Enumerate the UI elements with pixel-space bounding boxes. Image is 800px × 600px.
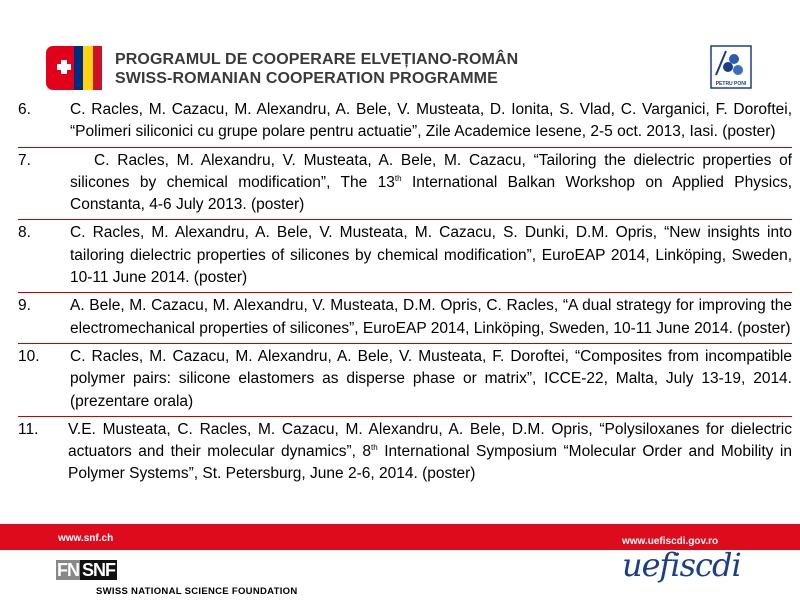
item-text: C. Racles, M. Cazacu, M. Alexandru, A. Bele, V. Musteata, F. Doroftei, “Composites from incompatible polymer pairs: silicone elastomers as disperse phase or matrix”, ICCE-22, Malta, July 13-19, 2014. (prezentare orala)	[70, 347, 792, 410]
item-number: 7.	[18, 151, 31, 169]
program-title-ro: PROGRAMUL DE COOPERARE ELVEȚIANO-ROMÂN	[115, 51, 519, 68]
snf-name: SWISS NATIONAL SCIENCE FOUNDATION	[96, 586, 298, 597]
swiss-romanian-flag-icon	[46, 46, 102, 90]
item-text: C. Racles, M. Alexandru, V. Musteata, A. Bele, M. Cazacu, “Tailoring the dielectric properties of silicones by chemical modification”, The 13th International Balkan Workshop on Applied Physics, Constanta, 4-6 July 2013. (poster)	[70, 151, 792, 214]
item-number: 9.	[18, 297, 31, 315]
item-number: 10.	[18, 347, 40, 365]
list-item	[18, 344, 792, 417]
list-item	[18, 293, 792, 344]
snf-logo	[56, 560, 298, 597]
item-number: 11.	[18, 420, 39, 438]
uefiscdi-link[interactable]: www.uefiscdi.gov.ro	[622, 536, 719, 547]
header	[0, 0, 800, 98]
program-title-en: SWISS-ROMANIAN COOPERATION PROGRAMME	[115, 70, 498, 87]
list-item	[18, 417, 792, 489]
item-number: 6.	[18, 101, 31, 118]
item-text: A. Bele, M. Cazacu, M. Alexandru, V. Musteata, D.M. Opris, C. Racles, “A dual strategy for improving the electromechanical properties of silicones”, EuroEAP 2014, Linköping, Sweden, 10-11 June 2014. (poster)	[70, 297, 792, 337]
list-item	[18, 148, 792, 221]
list-item	[18, 97, 792, 148]
snf-mark: FN SNF	[57, 560, 115, 580]
program-title	[115, 50, 518, 88]
item-text: C. Racles, M. Cazacu, M. Alexandru, A. Bele, V. Musteata, D. Ionita, S. Vlad, C. Varganici, F. Doroftei, “Polimeri siliconici cu grupe polare pentru actuatie”, Zile Academice Iesene, 2-5 oct. 2013, Iasi. (poster)	[70, 101, 792, 141]
svg-text:PETRU PONI: PETRU PONI	[715, 81, 747, 87]
publication-list	[18, 97, 792, 489]
item-text: C. Racles, M. Alexandru, A. Bele, V. Musteata, M. Cazacu, S. Dunki, D.M. Opris, “New insights into tailoring dielectric properties of silicones by chemical modification”, EuroEAP 2014, Linköping, Sweden, 10-11 June 2014. (poster)	[70, 224, 792, 287]
snf-link[interactable]: www.snf.ch	[58, 533, 114, 544]
uefiscdi-logo: uefiscdi	[622, 546, 741, 584]
item-number: 8.	[18, 224, 31, 242]
petru-poni-institute-logo	[710, 45, 752, 89]
item-text: V.E. Musteata, C. Racles, M. Cazacu, M. Alexandru, A. Bele, D.M. Opris, “Polysiloxanes for dielectric actuators and their molecular dynamics”, 8th International Symposium “Molecular Order and Mobility in Polymer Systems”, St. Petersburg, June 2-6, 2014. (poster)	[68, 420, 792, 483]
list-item	[18, 220, 792, 293]
